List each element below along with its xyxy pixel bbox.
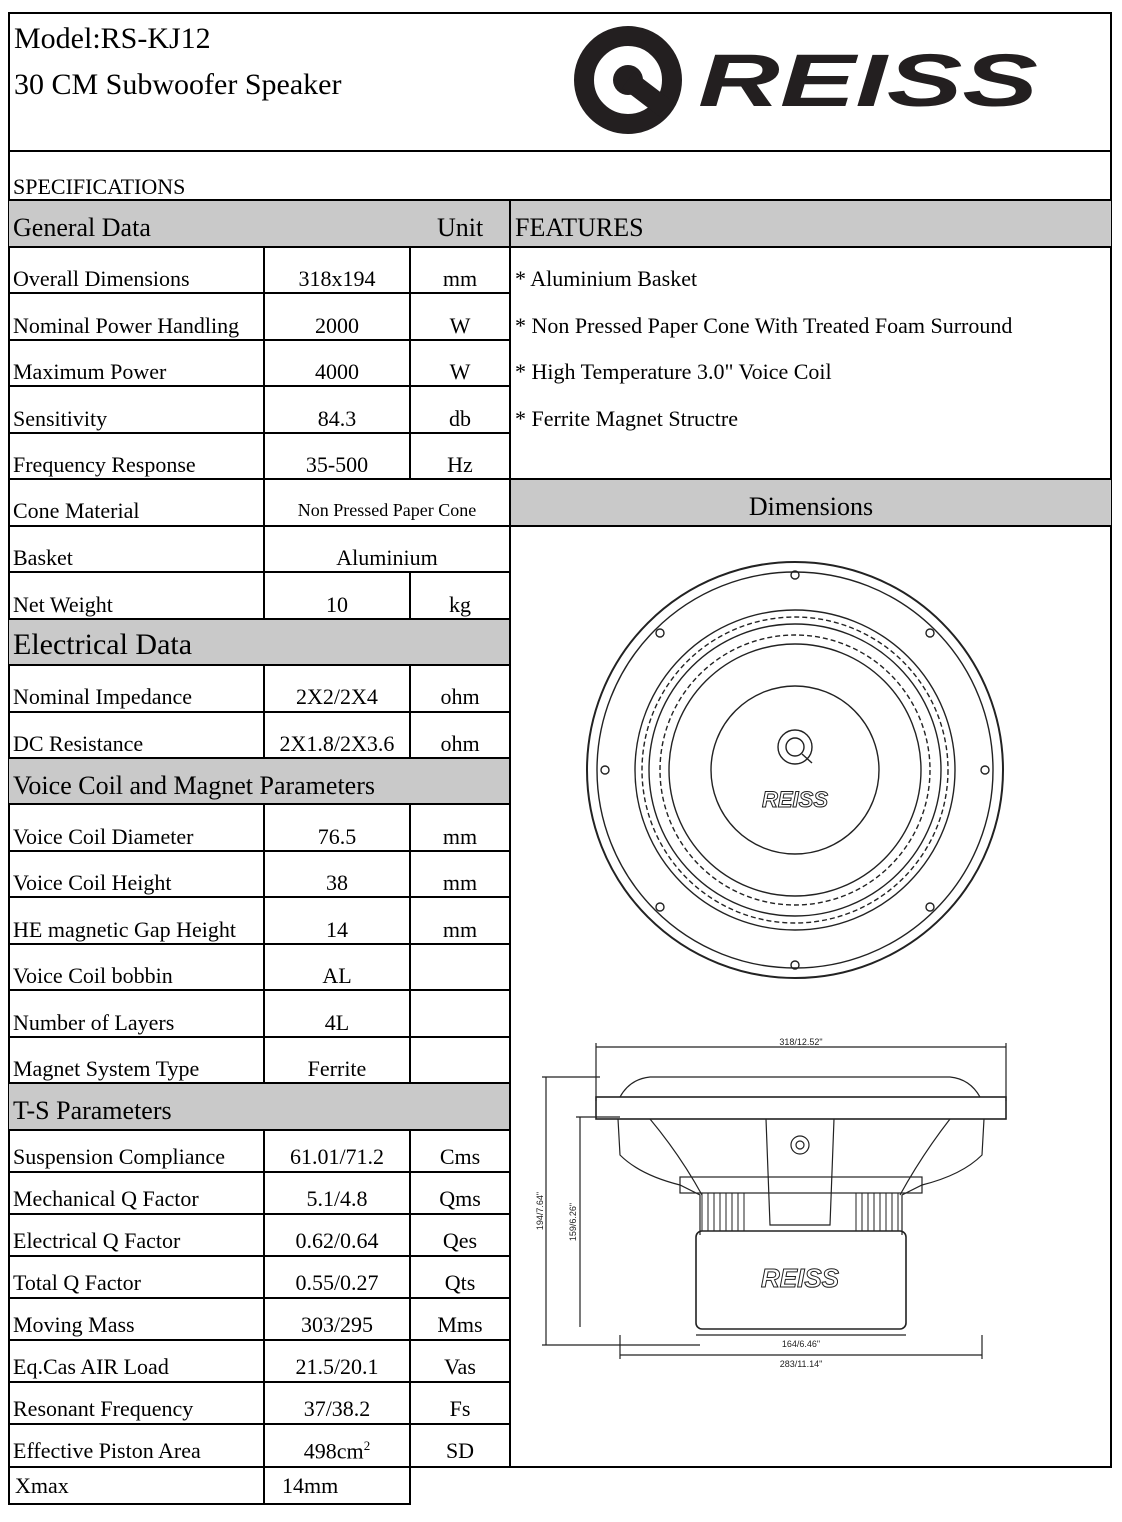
ts-parameters-heading: T-S Parameters [13,1096,172,1125]
row-value: 303/295 [300,1312,374,1337]
row-line [8,989,511,991]
row-value: 37/38.2 [303,1396,371,1421]
row-value: 2X2/2X4 [296,684,378,709]
row-value: 21.5/20.1 [295,1354,379,1379]
row-value: Non Pressed Paper Cone [297,500,477,520]
row-value-text: 498cm [303,1438,364,1464]
row-value: 14 [326,917,348,942]
row-label: Frequency Response [13,452,196,477]
row-label: Voice Coil Diameter [13,824,194,849]
row-line [8,1036,511,1038]
row-line [8,1423,511,1425]
row-unit: Vas [444,1354,476,1379]
row-unit: Mms [437,1312,483,1337]
row-value: 2X1.8/2X3.6 [279,731,395,756]
row-line [8,571,511,573]
row-unit: Hz [447,452,473,477]
row-line [8,943,511,945]
specifications-label: SPECIFICATIONS [13,174,186,199]
row-unit: db [449,406,471,431]
dimension-overall-width: 318/12.52" [779,1037,823,1047]
speaker-front-view-drawing [580,555,1010,985]
row-value: AL [322,963,352,988]
reiss-logo [570,26,1050,134]
row-value: 0.55/0.27 [295,1270,379,1295]
table-top-line [8,199,1112,201]
row-value: 2000 [315,313,359,338]
row-value: Aluminium [336,545,438,570]
row-value: 4000 [315,359,359,384]
row-line [8,478,1112,480]
front-view-brand: REISS [761,787,829,812]
row-line [8,292,511,294]
row-line [8,896,511,898]
row-value: 14mm [282,1473,339,1498]
row-label: Voice Coil bobbin [13,963,173,988]
speaker-side-view-drawing [530,1035,1030,1375]
row-label: Magnet System Type [13,1056,200,1081]
dimension-motor-height: 159/6.26" [568,1202,578,1242]
electrical-data-heading: Electrical Data [13,628,193,661]
feature-item: * High Temperature 3.0" Voice Coil [515,359,832,384]
row-line [8,1339,511,1341]
header-divider [8,150,1112,152]
row-value: 318x194 [298,266,376,291]
voice-coil-heading: Voice Coil and Magnet Parameters [13,771,375,800]
row-unit: SD [445,1438,475,1463]
row-line [8,850,511,852]
row-line [8,385,511,387]
row-line [8,757,511,759]
row-label: Net Weight [13,592,113,617]
row-label: Voice Coil Height [13,870,172,895]
row-label: HE magnetic Gap Height [13,917,236,942]
feature-item: * Ferrite Magnet Structre [515,406,738,431]
row-label: Cone Material [13,498,140,523]
product-title: 30 CM Subwoofer Speaker [14,68,342,101]
row-line [8,1213,511,1215]
row-label: Basket [13,545,73,570]
row-label: Moving Mass [13,1312,135,1337]
row-value: Ferrite [307,1056,367,1081]
row-unit: mm [442,266,478,291]
row-line [8,1255,511,1257]
reiss-logo-wordmark: REISS [698,39,1038,122]
row-label: Nominal Power Handling [13,313,240,338]
dimension-magnet-diameter: 164/6.46" [781,1339,821,1349]
row-line [8,664,511,666]
dimension-overall-height: 194/7.64" [535,1191,545,1231]
row-label: Nominal Impedance [13,684,192,709]
feature-item: * Aluminium Basket [515,266,698,291]
row-value: 35-500 [305,452,369,477]
row-label: Xmax [15,1473,69,1498]
xmax-bottom-line [8,1503,411,1505]
row-line [8,525,1112,527]
feature-item: * Non Pressed Paper Cone With Treated Foam Surround [515,313,1013,338]
row-value: 84.3 [317,406,357,431]
row-label: Suspension Compliance [13,1144,226,1169]
row-unit: Cms [439,1144,481,1169]
row-value: 5.1/4.8 [306,1186,368,1211]
row-unit: Fs [449,1396,471,1421]
row-label: Overall Dimensions [13,266,190,291]
row-label: Maximum Power [13,359,167,384]
row-unit: mm [442,824,478,849]
row-line [8,1381,511,1383]
row-line [8,246,1112,248]
row-unit: Qms [439,1186,481,1211]
row-label: Total Q Factor [13,1270,141,1295]
row-unit: kg [449,592,471,617]
row-line [8,432,511,434]
row-line [8,1297,511,1299]
row-line [8,803,511,805]
general-data-heading: General Data [13,213,151,242]
row-label: Mechanical Q Factor [13,1186,199,1211]
row-label: Number of Layers [13,1010,175,1035]
row-unit: ohm [440,684,480,709]
dimensions-heading: Dimensions [748,492,874,521]
row-unit: mm [442,870,478,895]
row-value: 38 [326,870,348,895]
row-unit: ohm [440,731,480,756]
row-unit: Qts [444,1270,476,1295]
row-value: 4L [324,1010,350,1035]
row-unit: Qes [442,1228,478,1253]
row-value [265,1438,409,1464]
row-value-superscript: 2 [363,1438,371,1453]
row-value: 76.5 [317,824,357,849]
row-label: Electrical Q Factor [13,1228,181,1253]
row-value: 61.01/71.2 [289,1144,385,1169]
xmax-left-line [8,1466,10,1505]
row-line [8,339,511,341]
row-unit: mm [442,917,478,942]
features-heading: FEATURES [515,213,644,242]
side-view-brand: REISS [760,1263,840,1293]
row-value: 0.62/0.64 [295,1228,379,1253]
row-label: Sensitivity [13,406,108,431]
row-label: Resonant Frequency [13,1396,194,1421]
dimension-basket-diameter: 283/11.14" [779,1359,823,1369]
row-line [8,1129,511,1131]
row-line [8,1171,511,1173]
column-divider-main [509,199,511,1468]
row-label: DC Resistance [13,731,144,756]
row-line [8,1082,511,1084]
row-line [8,618,511,620]
row-value: 10 [326,592,348,617]
row-label: Eq.Cas AIR Load [13,1354,169,1379]
row-label: Effective Piston Area [13,1438,201,1463]
unit-heading: Unit [437,213,484,242]
row-line [8,711,511,713]
row-unit: W [449,313,471,338]
row-unit: W [449,359,471,384]
model-title: Model:RS-KJ12 [14,22,211,55]
